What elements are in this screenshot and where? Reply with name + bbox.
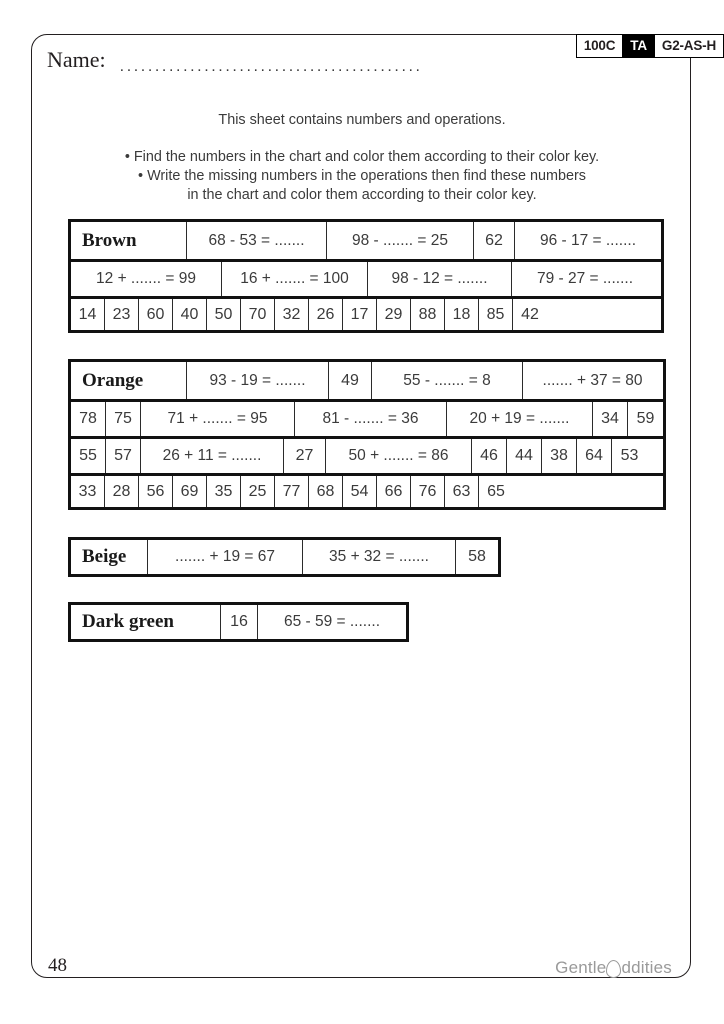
key-row: [68, 259, 664, 296]
badge-sheet-id: G2-AS-H: [654, 35, 723, 57]
number-cell[interactable]: 57: [106, 439, 141, 473]
number-cell[interactable]: 55: [71, 439, 106, 473]
key-row: [68, 602, 409, 642]
number-cell[interactable]: 88: [411, 299, 445, 330]
operation-cell[interactable]: ....... + 37 = 80: [523, 362, 662, 399]
color-key-block-brown: [68, 219, 664, 333]
number-cell[interactable]: 69: [173, 476, 207, 507]
number-cell[interactable]: 25: [241, 476, 275, 507]
number-cell[interactable]: 23: [105, 299, 139, 330]
number-cell[interactable]: 68: [309, 476, 343, 507]
color-name-label: Orange: [71, 362, 187, 399]
badge-tag: TA: [622, 35, 654, 57]
operation-cell[interactable]: 81 - ....... = 36: [295, 402, 447, 436]
number-cell[interactable]: 35: [207, 476, 241, 507]
brand-logo: [555, 958, 672, 978]
operation-cell[interactable]: ....... + 19 = 67: [148, 540, 303, 574]
number-cell[interactable]: 44: [507, 439, 542, 473]
badge-code: 100C: [583, 38, 616, 53]
number-cell[interactable]: 40: [173, 299, 207, 330]
key-row: [68, 359, 666, 399]
operation-cell[interactable]: 50 + ....... = 86: [326, 439, 472, 473]
number-cell[interactable]: 26: [309, 299, 343, 330]
number-cell[interactable]: 28: [105, 476, 139, 507]
operation-cell[interactable]: 79 - 27 = .......: [512, 262, 658, 296]
operation-cell[interactable]: 12 + ....... = 99: [71, 262, 222, 296]
number-cell[interactable]: 29: [377, 299, 411, 330]
worksheet-code-badge: [576, 34, 724, 58]
number-cell[interactable]: 62: [474, 222, 515, 259]
number-cell[interactable]: 18: [445, 299, 479, 330]
operation-cell[interactable]: 65 - 59 = .......: [258, 605, 406, 639]
operation-cell[interactable]: 35 + 32 = .......: [303, 540, 456, 574]
number-cell[interactable]: 76: [411, 476, 445, 507]
number-cell[interactable]: 66: [377, 476, 411, 507]
operation-cell[interactable]: 96 - 17 = .......: [515, 222, 661, 259]
number-cell[interactable]: 14: [71, 299, 105, 330]
instruction-bullet-3: in the chart and color them according to their color key.: [187, 187, 537, 203]
number-cell[interactable]: 75: [106, 402, 141, 436]
instruction-bullets: [0, 148, 724, 205]
key-row: [68, 473, 666, 510]
number-cell[interactable]: 54: [343, 476, 377, 507]
operation-cell[interactable]: 16 + ....... = 100: [222, 262, 368, 296]
egg-icon: [606, 960, 621, 978]
number-cell[interactable]: 63: [445, 476, 479, 507]
color-key-block-beige: [68, 537, 501, 577]
brand-text-part1: Gentle: [555, 958, 607, 977]
key-row: [68, 219, 664, 259]
key-row: [68, 537, 501, 577]
number-cell[interactable]: 58: [456, 540, 498, 574]
color-key-block-dark-green: [68, 602, 409, 642]
operation-cell[interactable]: 26 + 11 = .......: [141, 439, 284, 473]
page-number: 48: [48, 955, 67, 976]
number-cell[interactable]: 17: [343, 299, 377, 330]
number-cell[interactable]: 34: [593, 402, 628, 436]
instruction-bullet-2: • Write the missing numbers in the operations then find these numbers: [138, 168, 586, 184]
number-cell[interactable]: 50: [207, 299, 241, 330]
number-cell[interactable]: 33: [71, 476, 105, 507]
number-cell[interactable]: 16: [221, 605, 258, 639]
key-row: [68, 436, 666, 473]
number-cell[interactable]: 27: [284, 439, 326, 473]
instruction-bullet-1: • Find the numbers in the chart and color them according to their color key.: [124, 149, 600, 165]
number-cell[interactable]: 65: [479, 476, 513, 507]
number-cell[interactable]: 78: [71, 402, 106, 436]
color-name-label: Beige: [71, 540, 148, 574]
color-key-block-orange: [68, 359, 666, 510]
number-cell[interactable]: 46: [472, 439, 507, 473]
number-cell[interactable]: 32: [275, 299, 309, 330]
name-field-row: [47, 47, 423, 73]
number-cell[interactable]: 64: [577, 439, 612, 473]
number-cell[interactable]: 85: [479, 299, 513, 330]
number-cell[interactable]: 60: [139, 299, 173, 330]
name-label: Name:: [47, 47, 106, 72]
number-cell[interactable]: 56: [139, 476, 173, 507]
number-cell[interactable]: 59: [628, 402, 663, 436]
color-name-label: Dark green: [71, 605, 221, 639]
number-cell[interactable]: 42: [513, 299, 547, 330]
operation-cell[interactable]: 68 - 53 = .......: [187, 222, 327, 259]
key-row: [68, 399, 666, 436]
operation-cell[interactable]: 93 - 19 = .......: [187, 362, 329, 399]
number-cell[interactable]: 38: [542, 439, 577, 473]
key-row: [68, 296, 664, 333]
operation-cell[interactable]: 98 - ....... = 25: [327, 222, 474, 259]
number-cell[interactable]: 70: [241, 299, 275, 330]
intro-text: This sheet contains numbers and operations.: [218, 112, 506, 128]
operation-cell[interactable]: 98 - 12 = .......: [368, 262, 512, 296]
operation-cell[interactable]: 71 + ....... = 95: [141, 402, 295, 436]
number-cell[interactable]: 53: [612, 439, 647, 473]
number-cell[interactable]: 49: [329, 362, 372, 399]
brand-text-part2: ddities: [621, 958, 672, 977]
color-name-label: Brown: [71, 222, 187, 259]
operation-cell[interactable]: 55 - ....... = 8: [372, 362, 523, 399]
operation-cell[interactable]: 20 + 19 = .......: [447, 402, 593, 436]
name-input-line[interactable]: ...........................................: [119, 58, 423, 75]
number-cell[interactable]: 77: [275, 476, 309, 507]
